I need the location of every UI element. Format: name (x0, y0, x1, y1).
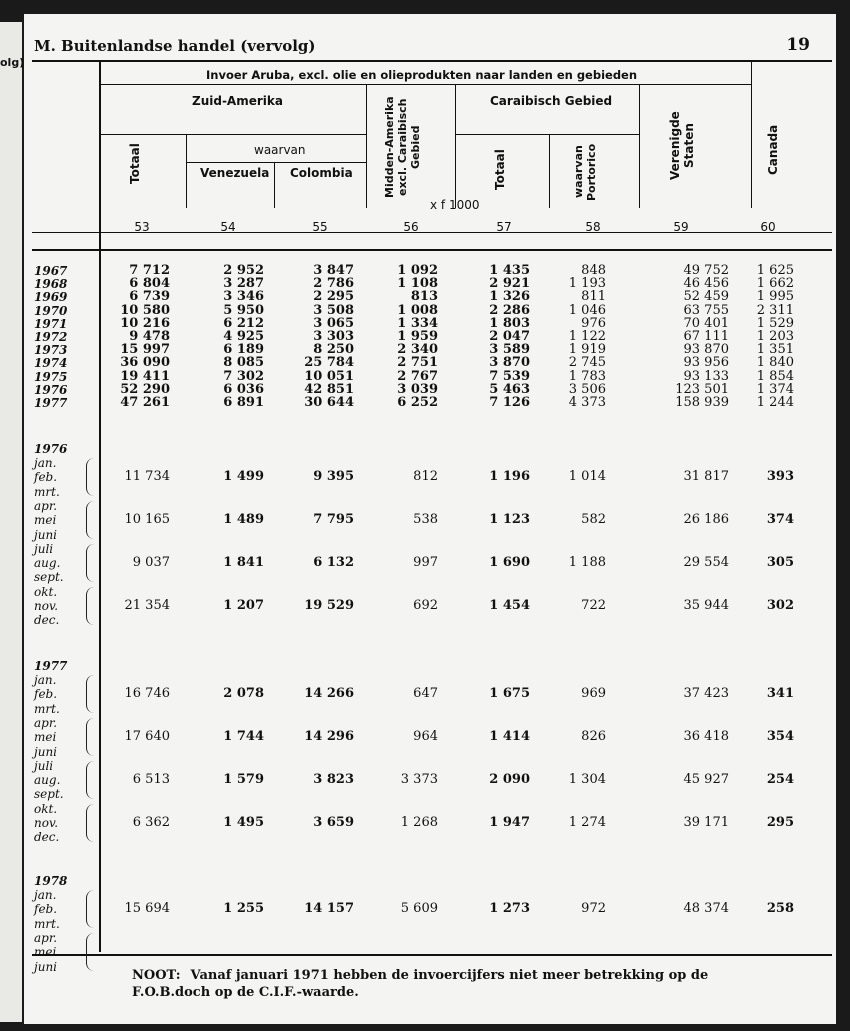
table-cell: 1 268 (400, 815, 438, 830)
quarter-brace (86, 544, 95, 582)
table-cell: 8 250 (313, 342, 354, 358)
period-year-label: 1978 (34, 874, 68, 888)
year-label: 1974 (34, 356, 68, 371)
table-cell: 3 287 (223, 276, 264, 292)
table-cell: 7 302 (223, 368, 264, 384)
table-cell: 3 847 (313, 263, 354, 278)
table-cell: 6 739 (129, 289, 170, 305)
col-header-canada: Canada (766, 124, 780, 176)
table-cell: 1 334 (397, 315, 438, 331)
table-cell: 6 212 (223, 315, 264, 331)
quarter-brace (86, 890, 95, 928)
quarter-brace (86, 458, 95, 496)
table-cell: 35 944 (683, 598, 729, 613)
table-cell: 9 395 (313, 469, 354, 485)
adjacent-page-edge (0, 22, 25, 1022)
month-label: nov. (34, 816, 59, 830)
table-cell: 3 823 (313, 772, 354, 788)
table-cell: 52 290 (120, 381, 170, 397)
month-label: mei (34, 945, 57, 960)
table-cell: 158 939 (675, 395, 729, 410)
table-cell: 3 039 (397, 381, 438, 397)
table-cell: 3 303 (313, 329, 354, 344)
table-cell: 37 423 (683, 686, 729, 702)
month-label: juni (34, 527, 58, 542)
table-cell: 93 956 (683, 355, 729, 371)
table-cell: 52 459 (683, 289, 729, 305)
table-cell: 93 133 (683, 368, 729, 384)
table-cell: 1 374 (756, 381, 794, 397)
month-label: nov. (34, 599, 59, 613)
table-cell: 7 126 (489, 395, 530, 410)
table-cell: 9 478 (129, 329, 170, 344)
table-cell: 2 340 (397, 342, 438, 358)
month-label: dec. (34, 613, 60, 628)
table-cell: 295 (766, 815, 794, 830)
col-sep-2 (274, 162, 275, 208)
table-cell: 5 609 (400, 901, 438, 917)
quarter-brace (86, 675, 95, 713)
table-cell: 1 959 (397, 329, 438, 344)
year-label: 1971 (34, 316, 68, 331)
month-label: jan. (34, 888, 57, 902)
year-label: 1970 (34, 303, 68, 318)
table-cell: 5 463 (489, 381, 530, 397)
title-rule (99, 84, 751, 85)
table-cell: 2 311 (756, 302, 794, 318)
month-label: mrt. (34, 916, 60, 931)
table-cell: 302 (766, 598, 794, 613)
table-cell: 1 414 (489, 729, 530, 745)
quarter-brace (86, 501, 95, 539)
col-header-totaal-cg: Totaal (493, 149, 507, 191)
table-cell: 976 (581, 315, 606, 331)
year-label: 1976 (34, 382, 68, 397)
year-label: 1973 (34, 343, 68, 358)
table-cell: 29 554 (683, 555, 729, 571)
table-cell: 1 499 (223, 469, 264, 485)
table-cell: 10 165 (124, 512, 170, 528)
month-label: jan. (34, 673, 57, 687)
table-cell: 36 418 (683, 729, 729, 745)
table-cell: 42 851 (304, 381, 354, 397)
table-cell: 1 495 (223, 815, 264, 830)
table-cell: 3 373 (400, 772, 438, 788)
table-cell: 7 712 (129, 263, 170, 278)
month-label: sept. (34, 570, 64, 585)
table-cell: 812 (413, 469, 438, 485)
table-cell: 14 296 (304, 729, 354, 745)
table-cell: 48 374 (683, 901, 729, 917)
table-cell: 1 122 (568, 329, 606, 344)
table-cell: 2 078 (223, 686, 264, 702)
footnote-text: Vanaf januari 1971 hebben de invoercijfers niet meer betrekking op de F.O.B.doch op de C.I.F.-waarde. (132, 968, 709, 1000)
table-cell: 1 840 (756, 355, 794, 371)
table-cell: 70 401 (683, 315, 729, 331)
table-cell: 1 014 (568, 469, 606, 485)
year-label: 1975 (34, 369, 68, 384)
table-cell: 848 (581, 263, 606, 278)
document-page (24, 14, 836, 1024)
month-label: dec. (34, 830, 60, 845)
table-cell: 647 (413, 686, 438, 702)
year-label: 1969 (34, 290, 68, 305)
table-cell: 1 304 (568, 772, 606, 788)
group-zuid-amerika: Zuid-Amerika (192, 94, 283, 108)
bottom-rule (32, 954, 832, 956)
table-cell: 11 734 (124, 469, 170, 485)
column-number: 54 (220, 220, 236, 234)
table-cell: 3 065 (313, 315, 354, 331)
table-cell: 8 085 (223, 355, 264, 371)
table-cell: 1 274 (568, 815, 606, 830)
month-label: mei (34, 513, 57, 528)
group-caraibisch: Caraibisch Gebied (490, 94, 613, 108)
month-label: apr. (34, 498, 58, 513)
unit-label: x f 1000 (430, 198, 480, 212)
table-cell: 1 662 (756, 276, 794, 292)
table-cell: 341 (766, 686, 794, 702)
table-cell: 25 784 (304, 355, 354, 371)
month-label: feb. (34, 470, 58, 485)
month-label: mei (34, 730, 57, 745)
table-cell: 1 188 (568, 555, 606, 571)
table-cell: 254 (766, 772, 794, 788)
table-cell: 813 (410, 289, 438, 305)
table-cell: 1 196 (489, 469, 530, 485)
table-cell: 19 529 (304, 598, 354, 613)
table-cell: 826 (581, 729, 606, 745)
table-cell: 2 745 (568, 355, 606, 371)
quarter-brace (86, 933, 95, 971)
table-cell: 2 295 (313, 289, 354, 305)
table-cell: 1 203 (756, 329, 794, 344)
table-cell: 46 456 (683, 276, 729, 292)
table-cell: 6 362 (132, 815, 170, 830)
quarter-brace (86, 804, 95, 842)
col-header-portorico: waarvan Portorico (572, 143, 598, 201)
table-cell: 63 755 (683, 302, 729, 318)
table-cell: 6 189 (223, 342, 264, 358)
table-cell: 6 132 (313, 555, 354, 571)
month-label: okt. (34, 584, 58, 599)
month-label: feb. (34, 687, 58, 702)
table-cell: 3 589 (489, 342, 530, 358)
footnote (132, 967, 752, 1001)
month-label: apr. (34, 930, 58, 945)
table-cell: 538 (413, 512, 438, 528)
column-number: 60 (760, 220, 776, 234)
col-sep-3 (366, 84, 367, 208)
month-label: mrt. (34, 701, 60, 716)
group-waarvan: waarvan (254, 143, 306, 157)
month-label: aug. (34, 556, 61, 571)
table-cell: 1 244 (756, 395, 794, 410)
table-cell: 964 (413, 729, 438, 745)
year-label: 1968 (34, 277, 68, 292)
table-cell: 2 751 (397, 355, 438, 371)
col-header-midden-amerika: Midden-Amerika excl. Caraibisch Gebied (383, 96, 422, 198)
table-cell: 6 036 (223, 381, 264, 397)
table-cell: 1 995 (756, 289, 794, 305)
table-cell: 6 513 (132, 772, 170, 788)
header-bottom-rule (32, 249, 832, 251)
year-label: 1977 (34, 396, 68, 410)
adjacent-page-fragment: olg) (0, 56, 25, 69)
table-cell: 31 817 (683, 469, 729, 485)
table-cell: 1 046 (568, 302, 606, 318)
table-cell: 374 (766, 512, 794, 528)
table-cell: 15 997 (120, 342, 170, 358)
table-cell: 722 (581, 598, 606, 613)
table-cell: 2 921 (489, 276, 530, 292)
table-cell: 1 489 (223, 512, 264, 528)
table-cell: 1 326 (489, 289, 530, 305)
top-rule (32, 60, 832, 62)
table-cell: 10 051 (304, 368, 354, 384)
col-sep-4 (455, 84, 456, 208)
column-number: 56 (403, 220, 419, 234)
table-cell: 2 786 (313, 276, 354, 292)
table-cell: 1 193 (568, 276, 606, 292)
table-cell: 2 952 (223, 263, 264, 278)
table-cell: 30 644 (304, 395, 354, 410)
waarvan-rule (186, 162, 366, 163)
table-cell: 39 171 (683, 815, 729, 830)
column-number: 55 (312, 220, 328, 234)
table-cell: 3 508 (313, 302, 354, 318)
table-cell: 4 925 (223, 329, 264, 344)
table-cell: 9 037 (132, 555, 170, 571)
period-year-label: 1976 (34, 442, 68, 456)
table-cell: 1 092 (397, 263, 438, 278)
table-cell: 16 746 (124, 686, 170, 702)
table-cell: 21 354 (124, 598, 170, 613)
table-cell: 7 795 (313, 512, 354, 528)
table-title: Invoer Aruba, excl. olie en olieprodukten naar landen en gebieden (206, 68, 638, 82)
col-sep-6 (639, 84, 640, 208)
table-cell: 2 090 (489, 772, 530, 788)
table-cell: 14 157 (304, 901, 354, 917)
table-cell: 3 659 (313, 815, 354, 830)
table-cell: 1 351 (756, 342, 794, 358)
col-header-totaal-za: Totaal (128, 143, 142, 185)
table-cell: 3 346 (223, 289, 264, 305)
table-cell: 1 435 (489, 263, 530, 278)
table-cell: 15 694 (124, 901, 170, 917)
table-cell: 49 752 (683, 263, 729, 278)
table-cell: 1 123 (489, 512, 530, 528)
table-cell: 10 580 (120, 302, 170, 318)
table-cell: 1 690 (489, 555, 530, 571)
table-cell: 1 919 (568, 342, 606, 358)
table-cell: 1 273 (489, 901, 530, 917)
period-year-label: 1977 (34, 659, 68, 673)
table-cell: 36 090 (120, 355, 170, 371)
table-cell: 67 111 (683, 329, 729, 344)
table-cell: 692 (413, 598, 438, 613)
table-cell: 1 108 (397, 276, 438, 292)
table-cell: 26 186 (683, 512, 729, 528)
table-cell: 1 529 (756, 315, 794, 331)
table-cell: 5 950 (223, 302, 264, 318)
table-cell: 6 252 (397, 395, 438, 410)
table-cell: 19 411 (120, 368, 170, 384)
year-label: 1967 (34, 264, 68, 278)
month-label: aug. (34, 773, 61, 788)
column-number: 53 (134, 220, 150, 234)
month-label: juli (34, 541, 54, 556)
table-cell: 1 255 (223, 901, 264, 917)
table-cell: 972 (581, 901, 606, 917)
table-cell: 1 854 (756, 368, 794, 384)
month-label: juli (34, 758, 54, 773)
table-cell: 1 803 (489, 315, 530, 331)
table-cell: 1 579 (223, 772, 264, 788)
table-cell: 14 266 (304, 686, 354, 702)
page-number: 19 (786, 35, 810, 55)
table-cell: 3 870 (489, 355, 530, 371)
table-cell: 6 804 (129, 276, 170, 292)
table-cell: 305 (766, 555, 794, 571)
table-cell: 997 (413, 555, 438, 571)
page-title: M. Buitenlandse handel (vervolg) (34, 37, 316, 55)
table-cell: 582 (581, 512, 606, 528)
month-label: okt. (34, 801, 58, 816)
quarter-brace (86, 761, 95, 799)
table-cell: 10 216 (120, 315, 170, 331)
year-label: 1972 (34, 330, 68, 344)
table-cell: 1 625 (756, 263, 794, 278)
table-cell: 1 783 (568, 368, 606, 384)
column-number: 59 (673, 220, 689, 234)
table-cell: 47 261 (120, 395, 170, 410)
table-cell: 969 (581, 686, 606, 702)
month-label: apr. (34, 715, 58, 730)
month-label: juni (34, 959, 58, 974)
column-number: 57 (496, 220, 512, 234)
table-cell: 1 207 (223, 598, 264, 613)
table-cell: 45 927 (683, 772, 729, 788)
table-cell: 1 744 (223, 729, 264, 745)
table-cell: 2 047 (489, 329, 530, 344)
caraibisch-rule (455, 134, 639, 135)
col-sep-5 (549, 134, 550, 208)
col-header-verenigde-staten: Verenigde Staten (668, 111, 696, 181)
table-cell: 4 373 (568, 395, 606, 410)
table-cell: 1 454 (489, 598, 530, 613)
table-cell: 1 947 (489, 815, 530, 830)
table-cell: 123 501 (675, 381, 729, 397)
col-sep-1 (186, 134, 187, 208)
table-cell: 811 (581, 289, 606, 305)
table-cell: 393 (766, 469, 794, 485)
column-number: 58 (585, 220, 601, 234)
month-label: mrt. (34, 484, 60, 499)
table-cell: 2 767 (397, 368, 438, 384)
table-cell: 7 539 (489, 368, 530, 384)
footnote-label: NOOT: (132, 968, 181, 983)
col-sep-7 (751, 62, 752, 208)
table-cell: 1 841 (223, 555, 264, 571)
col-header-colombia: Colombia (290, 166, 353, 180)
table-cell: 6 891 (223, 395, 264, 410)
table-cell: 1 008 (397, 302, 438, 318)
quarter-brace (86, 718, 95, 756)
table-cell: 1 675 (489, 686, 530, 702)
table-cell: 258 (766, 901, 794, 917)
col-header-venezuela: Venezuela (200, 166, 270, 180)
table-cell: 3 506 (568, 381, 606, 397)
month-label: jan. (34, 456, 57, 470)
table-cell: 354 (766, 729, 794, 745)
month-label: juni (34, 744, 58, 759)
table-cell: 2 286 (489, 302, 530, 318)
table-cell: 93 870 (683, 342, 729, 358)
table-cell: 17 640 (124, 729, 170, 745)
month-label: feb. (34, 902, 58, 917)
month-label: sept. (34, 787, 64, 802)
quarter-brace (86, 587, 95, 625)
